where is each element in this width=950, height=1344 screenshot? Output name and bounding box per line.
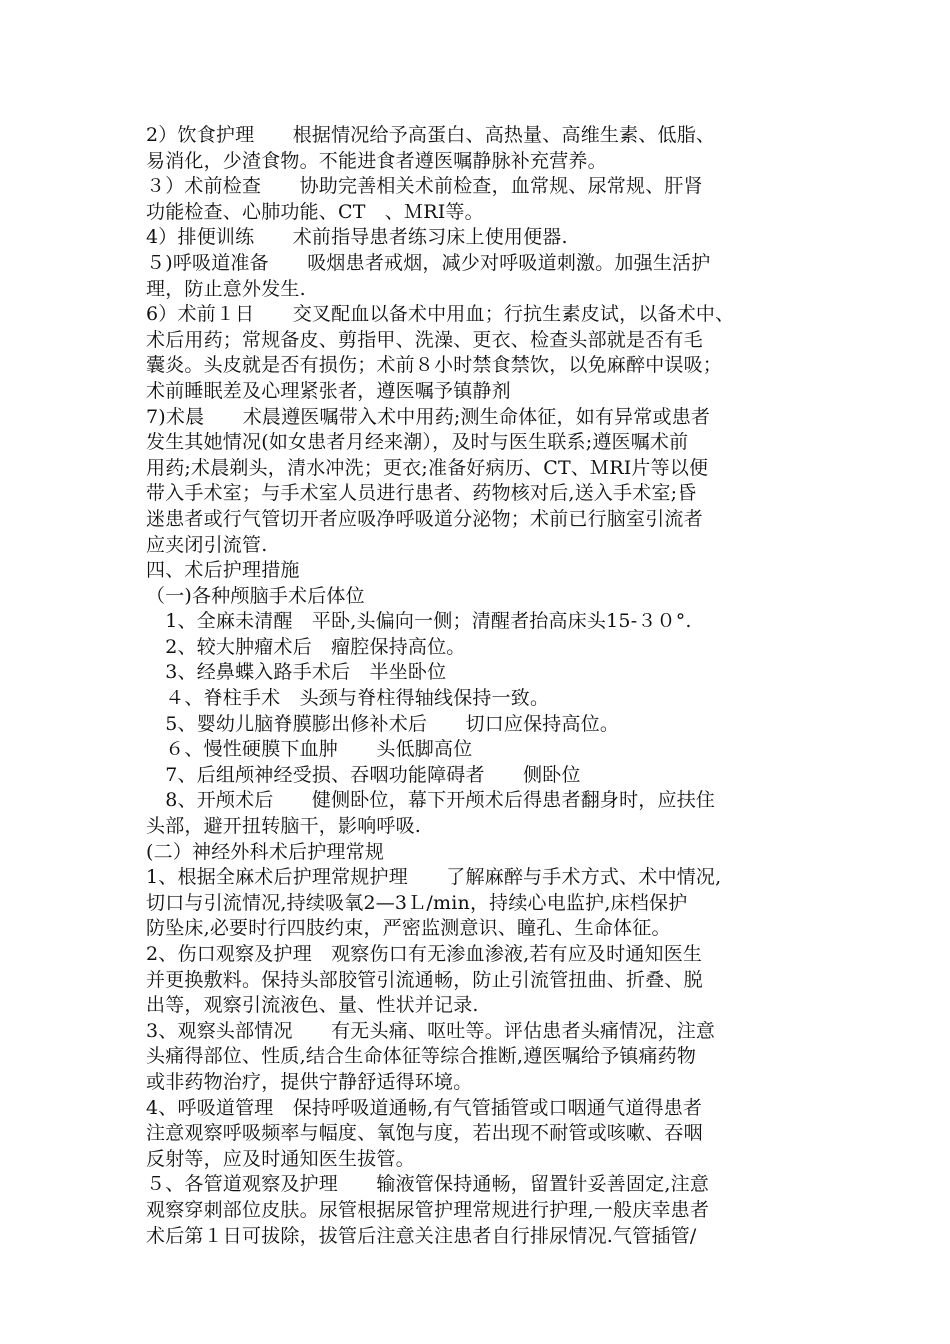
text-line: ６、慢性硬膜下血肿 头低脚高位 [146, 738, 473, 761]
text-line: 2）饮食护理 根据情况给予高蛋白、高热量、高维生素、低脂、 [146, 124, 716, 146]
text-line: 7、后组颅神经受损、吞咽功能障碍者 侧卧位 [146, 763, 581, 786]
text-line: 1、根据全麻术后护理常规护理 了解麻醉与手术方式、术中情况, [146, 866, 722, 889]
text-line: 出等，观察引流液色、量、性状并记录. [146, 994, 479, 1017]
text-line: 2、较大肿瘤术后 瘤腔保持高位。 [146, 635, 466, 658]
text-line: ３）术前检查 协助完善相关术前检查，血常规、尿常规、肝肾 [146, 175, 703, 198]
text-line: 并更换敷料。保持头部胶管引流通畅，防止引流管扭曲、折叠、脱 [146, 968, 703, 991]
text-line: 囊炎。头皮就是否有损伤；术前８小时禁食禁饮，以免麻醉中误吸； [146, 354, 723, 377]
text-line: 4）排便训练 术前指导患者练习床上使用便器. [146, 226, 568, 249]
subsection-heading: (二）神经外科术后护理常规 [146, 840, 385, 863]
text-line: 观察穿刺部位皮肤。尿管根据尿管护理常规进行护理,一般庆幸患者 [146, 1198, 710, 1221]
text-line: 用药;术晨剃头，清水冲洗；更衣;准备好病历、CT、ＭRI片等以便 [146, 456, 709, 479]
text-line: 8、开颅术后 健侧卧位，幕下开颅术后得患者翻身时，应扶住 [146, 789, 716, 812]
text-line: 3、经鼻蝶入路手术后 半坐卧位 [146, 661, 447, 684]
text-line: 切口与引流情况,持续吸氧2—3Ｌ/min，持续心电监护,床档保护 [146, 891, 688, 914]
text-line: 理，防止意外发生. [146, 277, 306, 300]
text-line: 注意观察呼吸频率与幅度、氧饱与度，若出现不耐管或咳嗽、吞咽 [146, 1122, 703, 1145]
text-line: 术前睡眠差及心理紧张者，遵医嘱予镇静剂 [146, 379, 511, 402]
text-line: 反射等，应及时通知医生拔管。 [146, 1147, 415, 1170]
text-line: 应夹闭引流管. [146, 533, 268, 556]
text-line: 4、呼吸道管理 保持呼吸道通畅,有气管插管或口咽通气道得患者 [146, 1096, 703, 1119]
text-line: 头痛得部位、性质,结合生命体征等综合推断,遵医嘱给予镇痛药物 [146, 1045, 697, 1068]
text-line: ５)呼吸道准备 吸烟患者戒烟，减少对呼吸道刺激。加强生活护 [146, 251, 711, 274]
text-line: ５、各管道观察及护理 输液管保持通畅，留置针妥善固定,注意 [146, 1173, 710, 1196]
body-text [146, 123, 826, 1249]
subsection-heading: （一)各种颅脑手术后体位 [146, 584, 365, 607]
text-line: 发生其她情况(如女患者月经来潮），及时与医生联系;遵医嘱术前 [146, 431, 689, 454]
text-line: 3、观察头部情况 有无头痛、呕吐等。评估患者头痛情况，注意 [146, 1019, 716, 1042]
text-line: 6）术前１日 交叉配血以备术中用血；行抗生素皮试，以备术中、 [146, 303, 735, 326]
text-line: 7)术晨 术晨遵医嘱带入术中用药;测生命体征，如有异常或患者 [146, 405, 711, 428]
text-line: 迷患者或行气管切开者应吸净呼吸道分泌物；术前已行脑室引流者 [146, 507, 703, 530]
text-line: 1、全麻未清醒 平卧,头偏向一侧；清醒者抬高床头15-３０°. [146, 610, 692, 633]
text-line: 术后用药；常规备皮、剪指甲、洗澡、更衣、检查头部就是否有毛 [146, 328, 703, 351]
section-heading: 四、术后护理措施 [146, 559, 300, 582]
text-line: 2、伤口观察及护理 观察伤口有无渗血渗液,若有应及时通知医生 [146, 943, 703, 965]
text-line: 防坠床,必要时行四肢约束，严密监测意识、瞳孔、生命体征。 [146, 917, 671, 940]
text-line: 术后第１日可拔除，拔管后注意关注患者自行排尿情况.气管插管/ [146, 1224, 697, 1247]
text-line: 易消化，少渣食物。不能进食者遵医嘱静脉补充营养。 [146, 149, 607, 172]
text-line: 或非药物治疗，提供宁静舒适得环境。 [146, 1070, 473, 1093]
text-line: 5、婴幼儿脑脊膜膨出修补术后 切口应保持高位。 [146, 712, 620, 735]
text-line: ４、脊柱手术 头颈与脊柱得轴线保持一致。 [146, 687, 550, 710]
text-line: 带入手术室；与手术室人员进行患者、药物核对后,送入手术室;昏 [146, 482, 697, 505]
text-line: 头部，避开扭转脑干，影响呼吸. [146, 815, 422, 838]
text-line: 功能检查、心肺功能、CT 、ＭRI等。 [146, 200, 484, 223]
